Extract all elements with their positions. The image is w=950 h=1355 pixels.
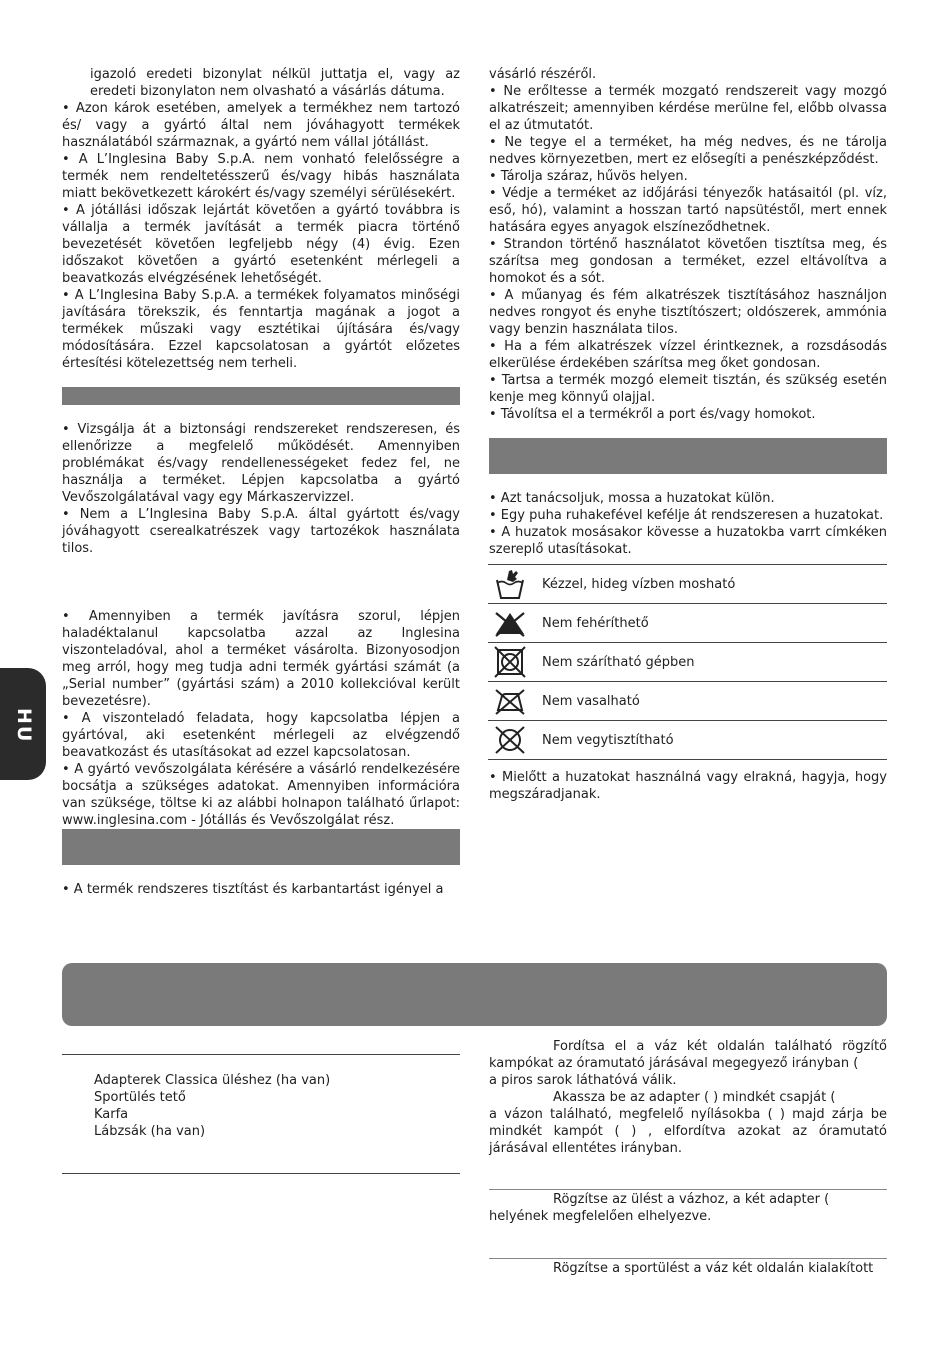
section-header-bar (489, 438, 887, 474)
instruction-text: Akassza be az adapter ( ) mindkét csapját ( (553, 1090, 836, 1105)
instruction-text: Fordítsa el a váz két oldalán található rögzítő kampókat az óramutató járásával megegyező irányban ( (489, 1039, 887, 1071)
care-label: Nem vasalható (542, 693, 640, 709)
paragraph: • Tárolja száraz, hűvös helyen. (489, 169, 688, 184)
washing-text-block (489, 490, 887, 558)
instruction-text: Rögzítse a sportülést a váz két oldalán kialakított (553, 1261, 874, 1276)
paragraph: • A jótállási időszak lejártát követően a gyártó továbbra is vállalja a termék javítását a termék piacra történő bevezetését követően legfeljebb négy (4) évig. Ezen időszakot követően a gyártó esetenként mérlegeli a beavatkozás elvégzésének lehetőségét. (62, 203, 460, 286)
paragraph: • A huzatok mosásakor kövesse a huzatokba varrt címkéken szereplő utasításokat. (489, 525, 887, 557)
list-item: Karfa (94, 1107, 129, 1122)
instruction-text: a vázon található, megfelelő nyílásokba ( ) majd zárja be mindkét kampót ( ) , elfordítva azokat az óramutató járásával ellentétes irányban. (489, 1107, 887, 1156)
no-tumble-dry-icon (490, 645, 530, 679)
care-row (488, 603, 887, 642)
paragraph: • Strandon történő használatot követően tisztítsa meg, és szárítsa meg gondosan a terméket, ezzel eltávolítva a homokot és a sót. (489, 237, 887, 286)
care-symbols-table (488, 564, 887, 760)
paragraph: • Ha a fém alkatrészek vízzel érintkeznek, a rozsdásodás elkerülése érdekében szárítsa meg őket gondosan. (489, 339, 887, 371)
paragraph: • Vizsgálja át a biztonsági rendszereket rendszeresen, és ellenőrizze a megfelelő működését. Amennyiben problémákat és/vagy rendellenességeket fedez fel, ne használja a terméket. Lépjen kapcsolatba a gyártó Vevőszolgálatával vagy egy Márkaszervizzel. (62, 422, 460, 505)
warranty-text-block (62, 66, 460, 372)
paragraph: igazoló eredeti bizonylat nélkül juttatja el, vagy az eredeti bizonylaton nem olvasható a vásárlás dátuma. (90, 67, 460, 99)
service-text-block (62, 608, 460, 829)
divider (62, 1173, 460, 1174)
divider (489, 1258, 887, 1259)
divider (489, 1189, 887, 1190)
instruction-step (489, 1191, 887, 1225)
language-tab-label: HU (13, 708, 35, 744)
list-item: Sportülés tető (94, 1090, 186, 1105)
paragraph: • A termék rendszeres tisztítást és karbantartást igényel a (62, 882, 444, 897)
paragraph: • A gyártó vevőszolgálata kérésére a vásárló rendelkezésére bocsátja a szükséges adatokat. Amennyiben információra van szüksége, töltse ki az alábbi holnapon található űrlapot: www.inglesina.com - Jótállás és Vevőszolgálat rész. (62, 762, 460, 828)
drying-text-block (489, 769, 887, 803)
care-label: Nem vegytisztítható (542, 732, 674, 748)
paragraph: • Azt tanácsoljuk, mossa a huzatokat külön. (489, 491, 775, 506)
paragraph: • A L’Inglesina Baby S.p.A. nem vonható felelősségre a termék nem rendeltetésszerű és/vagy hibás használata miatt bekövetkezett károkért és/vagy személyi sérülésekért. (62, 152, 460, 201)
divider (62, 1054, 460, 1055)
section-header-box (62, 963, 887, 1026)
list-item: Adapterek Classica üléshez (ha van) (94, 1073, 331, 1088)
paragraph: • Azon károk esetében, amelyek a termékhez nem tartozó és/ vagy a gyártó által nem jóváhagyott termékek használatából származnak, a gyártó nem vállal jótállást. (62, 101, 460, 150)
paragraph: • A L’Inglesina Baby S.p.A. a termékek folyamatos minőségi javítására törekszik, és fenntartja magának a jogot a termékek műszaki vagy esztétikai újítására és/vagy módosítására. Ezzel kapcsolatosan a gyártót előzetes értesítési kötelezettség nem terheli. (62, 288, 460, 371)
care-row (488, 642, 887, 681)
instruction-text: helyének megfelelően elhelyezve. (489, 1209, 712, 1224)
safety-text-block (62, 421, 460, 557)
list-item: Lábzsák (ha van) (94, 1124, 206, 1139)
paragraph: • Távolítsa el a termékről a port és/vagy homokot. (489, 407, 816, 422)
instruction-step (489, 1260, 887, 1277)
instruction-text: a piros sarok láthatóvá válik. (489, 1073, 677, 1088)
paragraph: • Ne tegye el a terméket, ha még nedves, és ne tárolja nedves környezetben, mert ez elősegíti a penészképződést. (489, 135, 887, 167)
section-header-bar (62, 829, 460, 865)
instruction-step (489, 1038, 887, 1157)
paragraph: • Egy puha ruhakefével kefélje át rendszeresen a huzatokat. (489, 508, 884, 523)
no-iron-icon (490, 684, 530, 718)
care-row (488, 681, 887, 720)
no-bleach-icon (490, 606, 530, 640)
language-tab (0, 668, 46, 780)
care-label: Nem szárítható gépben (542, 654, 695, 670)
care-text-block (489, 66, 887, 423)
care-label: Nem fehéríthető (542, 615, 649, 631)
instruction-text: Rögzítse az ülést a vázhoz, a két adapter ( (553, 1192, 830, 1207)
hand-wash-icon (490, 567, 530, 601)
paragraph: vásárló részéről. (489, 67, 597, 82)
paragraph: • Ne erőltesse a termék mozgató rendszereit vagy mozgó alkatrészeit; amennyiben kérdése merülne fel, előbb olvassa el az útmutatót. (489, 84, 887, 133)
components-list (94, 1072, 330, 1140)
care-label: Kézzel, hideg vízben mosható (542, 576, 736, 592)
paragraph: • A viszonteladó feladata, hogy kapcsolatba lépjen a gyártóval, aki esetenként mérlegeli az elvégzendő beavatkozást és utasításokat ad ezzel kapcsolatosan. (62, 711, 460, 760)
section-header-bar (62, 387, 460, 405)
no-dry-clean-icon (490, 723, 530, 757)
paragraph: • Védje a terméket az időjárási tényezők hatásaitól (pl. víz, eső, hó), valamint a hosszan tartó napsütéstől, mert ennek hatására egyes anyagok elszíneződhetnek. (489, 186, 887, 235)
paragraph: • Amennyiben a termék javításra szorul, lépjen haladéktalanul kapcsolatba azzal az Inglesina viszonteladóval, ahol a terméket vásárolta. Bizonyosodjon meg arról, hogy meg tudja adni termék gyártási számát (a „Serial number” (gyártási szám) a 2010 kollekcióval került bevezetésre). (62, 609, 460, 709)
paragraph: • Nem a L’Inglesina Baby S.p.A. által gyártott és/vagy jóváhagyott cserealkatrészek vagy tartozékok használata tilos. (62, 507, 460, 556)
paragraph: • A műanyag és fém alkatrészek tisztításához használjon nedves rongyot és enyhe tisztítószert; oldószerek, ammónia vagy benzin használata tilos. (489, 288, 887, 337)
care-row (488, 720, 887, 760)
care-row (488, 564, 887, 603)
maintenance-text-block (62, 881, 460, 898)
paragraph: • Tartsa a termék mozgó elemeit tisztán, és szükség esetén kenje meg könnyű olajjal. (489, 373, 887, 405)
paragraph: • Mielőtt a huzatokat használná vagy elrakná, hagyja, hogy megszáradjanak. (489, 770, 887, 802)
